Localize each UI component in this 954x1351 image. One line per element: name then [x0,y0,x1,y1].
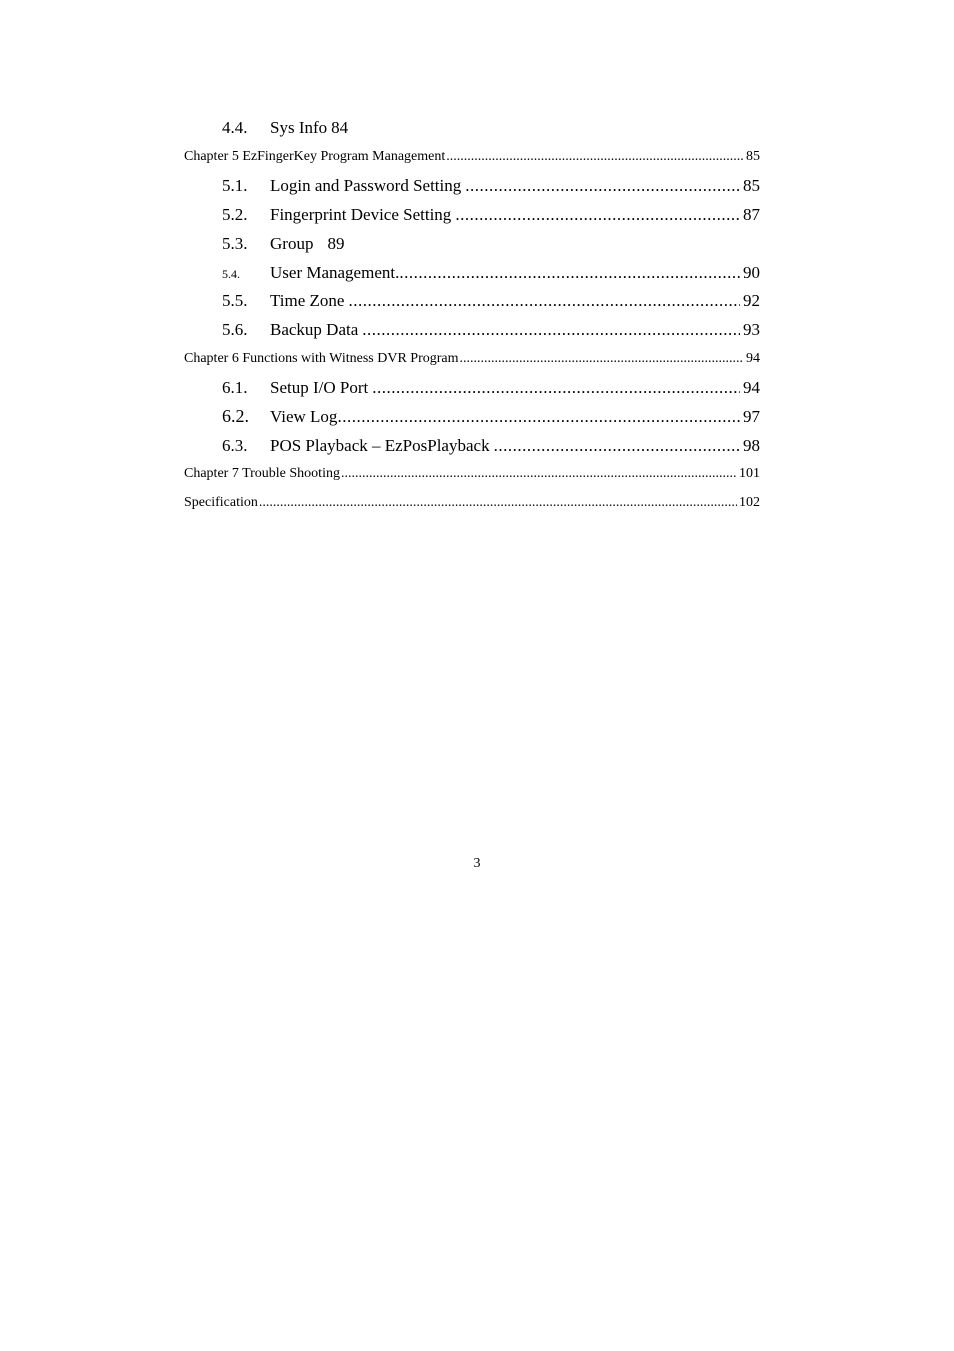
dot-leader [348,291,740,311]
section-title: Time Zone [270,291,345,310]
section-title: Group [270,234,314,253]
page-number: 93 [743,320,760,339]
page-footer-number: 3 [473,856,481,871]
dot-leader [446,149,744,165]
page-number: 85 [746,149,760,164]
section-number: 5.3. [222,234,248,253]
dot-leader [341,466,737,482]
page-number: 94 [743,378,760,397]
dot-leader [494,436,740,456]
section-title: Login and Password Setting [270,176,462,195]
page-number: 89 [327,234,345,253]
dot-leader [372,378,740,398]
page-number: 97 [743,407,760,426]
section-number: 5.1. [222,176,248,195]
section-number: 4.4. [222,118,248,137]
toc-entry-chapter-6[interactable] [184,351,760,367]
page-number: 87 [743,205,760,224]
section-title: User Management. [270,263,400,282]
toc-entry-4-4[interactable] [184,118,760,138]
toc-entry-6-1[interactable] [184,378,760,398]
dot-leader [460,351,745,367]
toc-entry-6-3[interactable] [184,436,760,456]
page-number: 94 [746,351,760,366]
page-number: 98 [743,436,760,455]
section-number: 5.5. [222,291,248,310]
toc-entry-5-6[interactable] [184,320,760,340]
toc-entry-specification[interactable] [184,495,760,511]
section-title: POS Playback – EzPosPlayback [270,436,490,455]
toc-entry-5-4[interactable] [184,263,760,283]
page-number: 90 [743,263,760,282]
dot-leader [399,263,740,283]
section-title: Sys Info [270,118,328,137]
page-number: 85 [743,176,760,195]
section-title: Fingerprint Device Setting [270,205,452,224]
dot-leader [259,495,737,511]
dot-leader [337,407,740,427]
section-number: 5.4. [222,267,240,281]
toc-entry-chapter-5[interactable] [184,149,760,165]
section-number: 6.2. [222,406,249,426]
chapter-title: Specification [184,495,258,510]
section-title: View Log [270,407,338,426]
toc-entry-chapter-7[interactable] [184,466,760,482]
section-number: 5.2. [222,205,248,224]
section-number: 5.6. [222,320,248,339]
section-number: 6.3. [222,436,248,455]
chapter-title: Chapter 7 Trouble Shooting [184,466,340,481]
chapter-title: Chapter 6 Functions with Witness DVR Program [184,351,459,366]
toc-entry-5-1[interactable] [184,176,760,196]
toc-entry-5-2[interactable] [184,205,760,225]
section-title: Backup Data [270,320,359,339]
section-number: 6.1. [222,378,248,397]
section-title: Setup I/O Port [270,378,369,397]
dot-leader [362,320,740,340]
page-number: 101 [739,466,760,481]
dot-leader [465,176,740,196]
page-number: 92 [743,291,760,310]
toc-entry-6-2[interactable] [184,406,760,427]
chapter-title: Chapter 5 EzFingerKey Program Management [184,149,446,164]
dot-leader [455,205,740,225]
page-number: 84 [331,118,349,137]
toc-entry-5-3[interactable] [184,234,760,254]
toc-entry-5-5[interactable] [184,291,760,311]
page-number: 102 [739,495,760,510]
